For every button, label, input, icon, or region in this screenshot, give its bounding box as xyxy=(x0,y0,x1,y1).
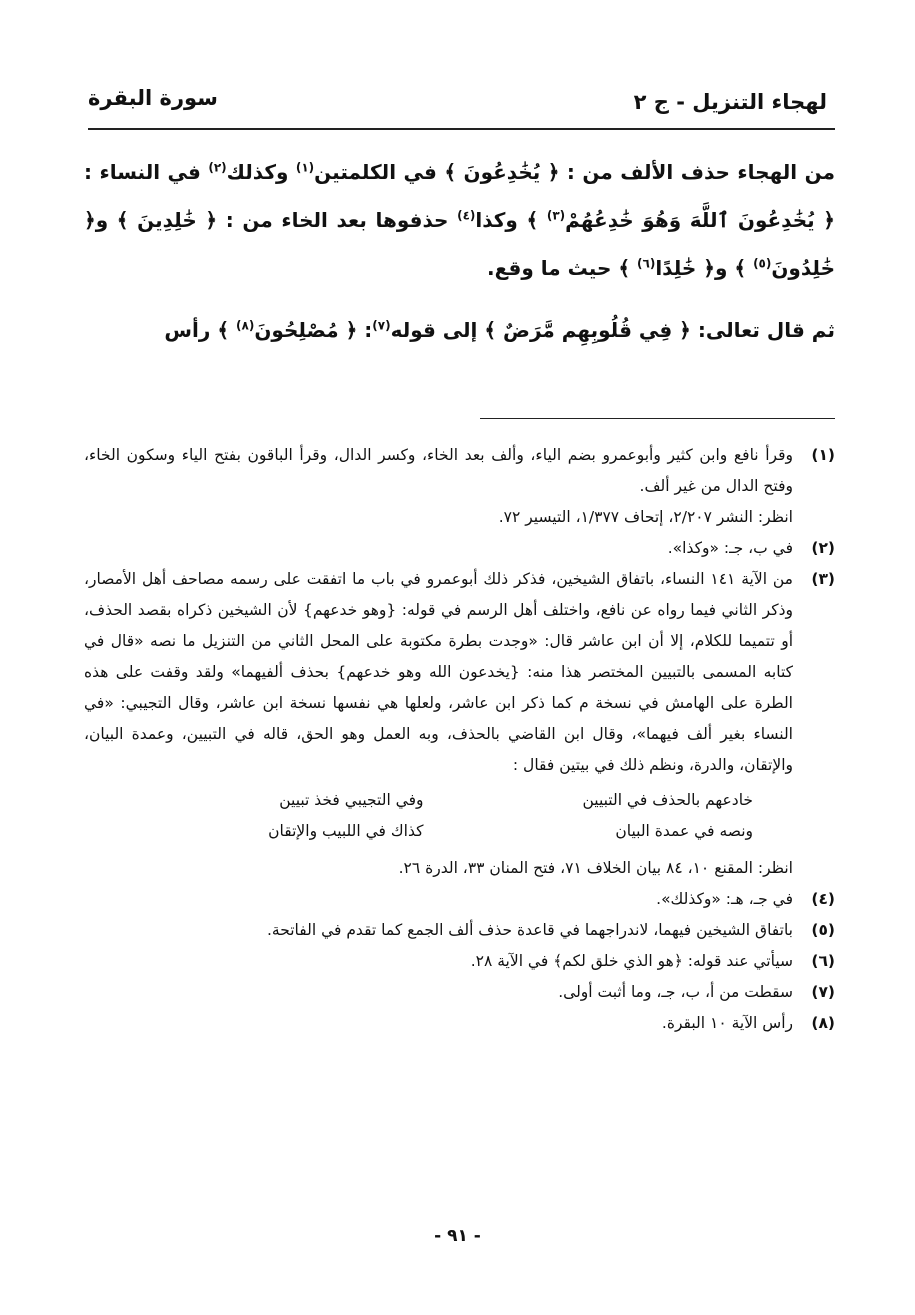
poem-hemistich: وفي التجيبي فخذ تبيين xyxy=(279,791,424,809)
text-run: ﴾ و﴿ خَٰلِدًا xyxy=(655,256,754,280)
footnote-number: (٤) xyxy=(811,890,835,908)
footnote-2 xyxy=(84,533,835,564)
footnote-text: رأس الآية ١٠ البقرة. xyxy=(661,1014,793,1032)
footnote-5 xyxy=(84,915,835,946)
footnote-body xyxy=(84,440,793,533)
poem-hemistich: كذاك في اللبيب والإتقان xyxy=(268,822,424,840)
footnote-text: وقرأ نافع وابن كثير وأبوعمرو بضم الياء، وألف بعد الخاء، وكسر الدال، وقرأ الباقون بفتح الياء وسكون الخاء، وفتح الدال من غير ألف. xyxy=(84,446,793,495)
footnote-text: في ب، جـ: «وكذا». xyxy=(667,539,793,557)
sura-title: سورة البقرة xyxy=(88,86,218,110)
footnote-number: (١) xyxy=(811,446,835,464)
footnote-marker[interactable]: (٦) xyxy=(637,256,656,271)
footnote-number: (٥) xyxy=(811,921,835,939)
footnote-reference: انظر: المقنع ١٠، ٨٤ بيان الخلاف ٧١، فتح المنان ٣٣، الدرة ٢٦. xyxy=(398,859,793,877)
footnote-text: باتفاق الشيخين فيهما، لاندراجهما في قاعدة حذف ألف الجمع كما تقدم في الفاتحة. xyxy=(267,921,793,939)
footnote-marker[interactable]: (٤) xyxy=(457,208,476,223)
footnote-number: (٨) xyxy=(811,1014,835,1032)
footnote-number: (٣) xyxy=(811,570,835,588)
footnotes xyxy=(84,440,835,1039)
footnote-body xyxy=(84,946,793,977)
main-text xyxy=(84,148,835,354)
footnote-text: سقطت من أ، ب، جـ، وما أثبت أولى. xyxy=(558,983,793,1001)
header-rule xyxy=(88,128,835,130)
footnote-separator xyxy=(480,418,835,419)
footnote-body xyxy=(84,1008,793,1039)
footnote-marker[interactable]: (٨) xyxy=(236,318,255,333)
text-run: في النساء : ﴿ يُخَٰدِعُونَ ٱللَّهَ وَهُوَ خَٰدِعُهُمْ xyxy=(84,160,835,232)
footnote-8 xyxy=(84,1008,835,1039)
footnote-body xyxy=(84,977,793,1008)
footnote-4 xyxy=(84,884,835,915)
footnote-marker[interactable]: (٧) xyxy=(372,318,391,333)
footnote-text: من الآية ١٤١ النساء، باتفاق الشيخين، فذكر ذلك أبوعمرو في باب ما اتفقت على رسمه مصاحف أهل الأمصار، وذكر الثاني فيما رواه عن نافع، واختلف أهل الرسم في قوله: {وهو خدعهم} لأن الشيخين ذكراه بقصد الحذف، أو تتميما للكلام، إلا أن ابن عاشر قال: «وجدت بطرة مكتوبة على المحل الثاني من التنزيل ما نصه «قال في كتابه المسمى بالتبيين المختصر هذا منه: {يخدعون الله وهو خدعهم} بحذف ألفيهما» ولقد وقفت على هذه الطرة على الهامش في نسخة م كما ذكر ابن عاشر، ولعلها هي نفسها نسخة ابن عاشر، وقال التجيبي: «في النساء بغير ألف فيهما»، وقال ابن القاضي بالحذف، وبه العمل وهو الحق، قاله في التبيين، وعمدة البيان، والإتقان، والدرة، ونظم ذلك في بيتين فقال : xyxy=(84,570,793,774)
footnote-text: في جـ، هـ: «وكذلك». xyxy=(656,890,793,908)
footnote-number: (٦) xyxy=(811,952,835,970)
footnote-marker[interactable]: (٢) xyxy=(208,160,227,175)
footnote-marker[interactable]: (٣) xyxy=(546,208,566,223)
text-run: ﴾ رأس xyxy=(164,318,237,342)
text-run: ﴾ حيث ما وقع. xyxy=(487,256,638,280)
running-header xyxy=(88,80,827,124)
footnote-body xyxy=(84,564,793,884)
footnote-body xyxy=(84,533,793,564)
footnote-number: (٢) xyxy=(811,539,835,557)
poem-hemistich: خادعهم بالحذف في التبيين xyxy=(582,791,753,809)
footnote-7 xyxy=(84,977,835,1008)
footnote-marker[interactable]: (١) xyxy=(295,160,315,175)
footnote-marker[interactable]: (٥) xyxy=(753,256,772,271)
text-run: وكذلك xyxy=(226,160,296,184)
footnote-body xyxy=(84,915,793,946)
footnote-6 xyxy=(84,946,835,977)
text-run: من الهجاء حذف الألف من : ﴿ يُخَٰدِعُونَ ﴾ في الكلمتين xyxy=(314,160,835,184)
page-number: - ٩١ - xyxy=(434,1226,481,1246)
footnote-1 xyxy=(84,440,835,533)
footnote-reference: انظر: النشر ٢/٢٠٧، إتحاف ١/٣٧٧، التيسير ٧٢. xyxy=(498,508,793,526)
text-run: ثم قال تعالى: ﴿ فِي قُلُوبِهِم مَّرَضٌ ﴾ إلى قوله xyxy=(390,318,835,342)
text-run: حذفوها بعد الخاء من : ﴿ خَٰلِدِينَ ﴾ و﴿ خَٰلِدُونَ xyxy=(84,208,835,280)
poem-hemistich: ونصه في عمدة البيان xyxy=(615,822,753,840)
main-paragraph-2 xyxy=(84,306,835,354)
footnote-body xyxy=(84,884,793,915)
book-title: لهجاء التنزيل - ج ٢ xyxy=(633,90,827,114)
text-run: ﴾ وكذا xyxy=(475,208,547,232)
footnote-3 xyxy=(84,564,835,884)
poem-verses xyxy=(84,785,793,847)
text-run: : ﴿ مُصْلِحُونَ xyxy=(254,318,373,342)
main-paragraph-1 xyxy=(84,148,835,292)
footnote-number: (٧) xyxy=(811,983,835,1001)
footnote-text: سيأتي عند قوله: ﴿هو الذي خلق لكم﴾ في الآية ٢٨. xyxy=(470,952,793,970)
